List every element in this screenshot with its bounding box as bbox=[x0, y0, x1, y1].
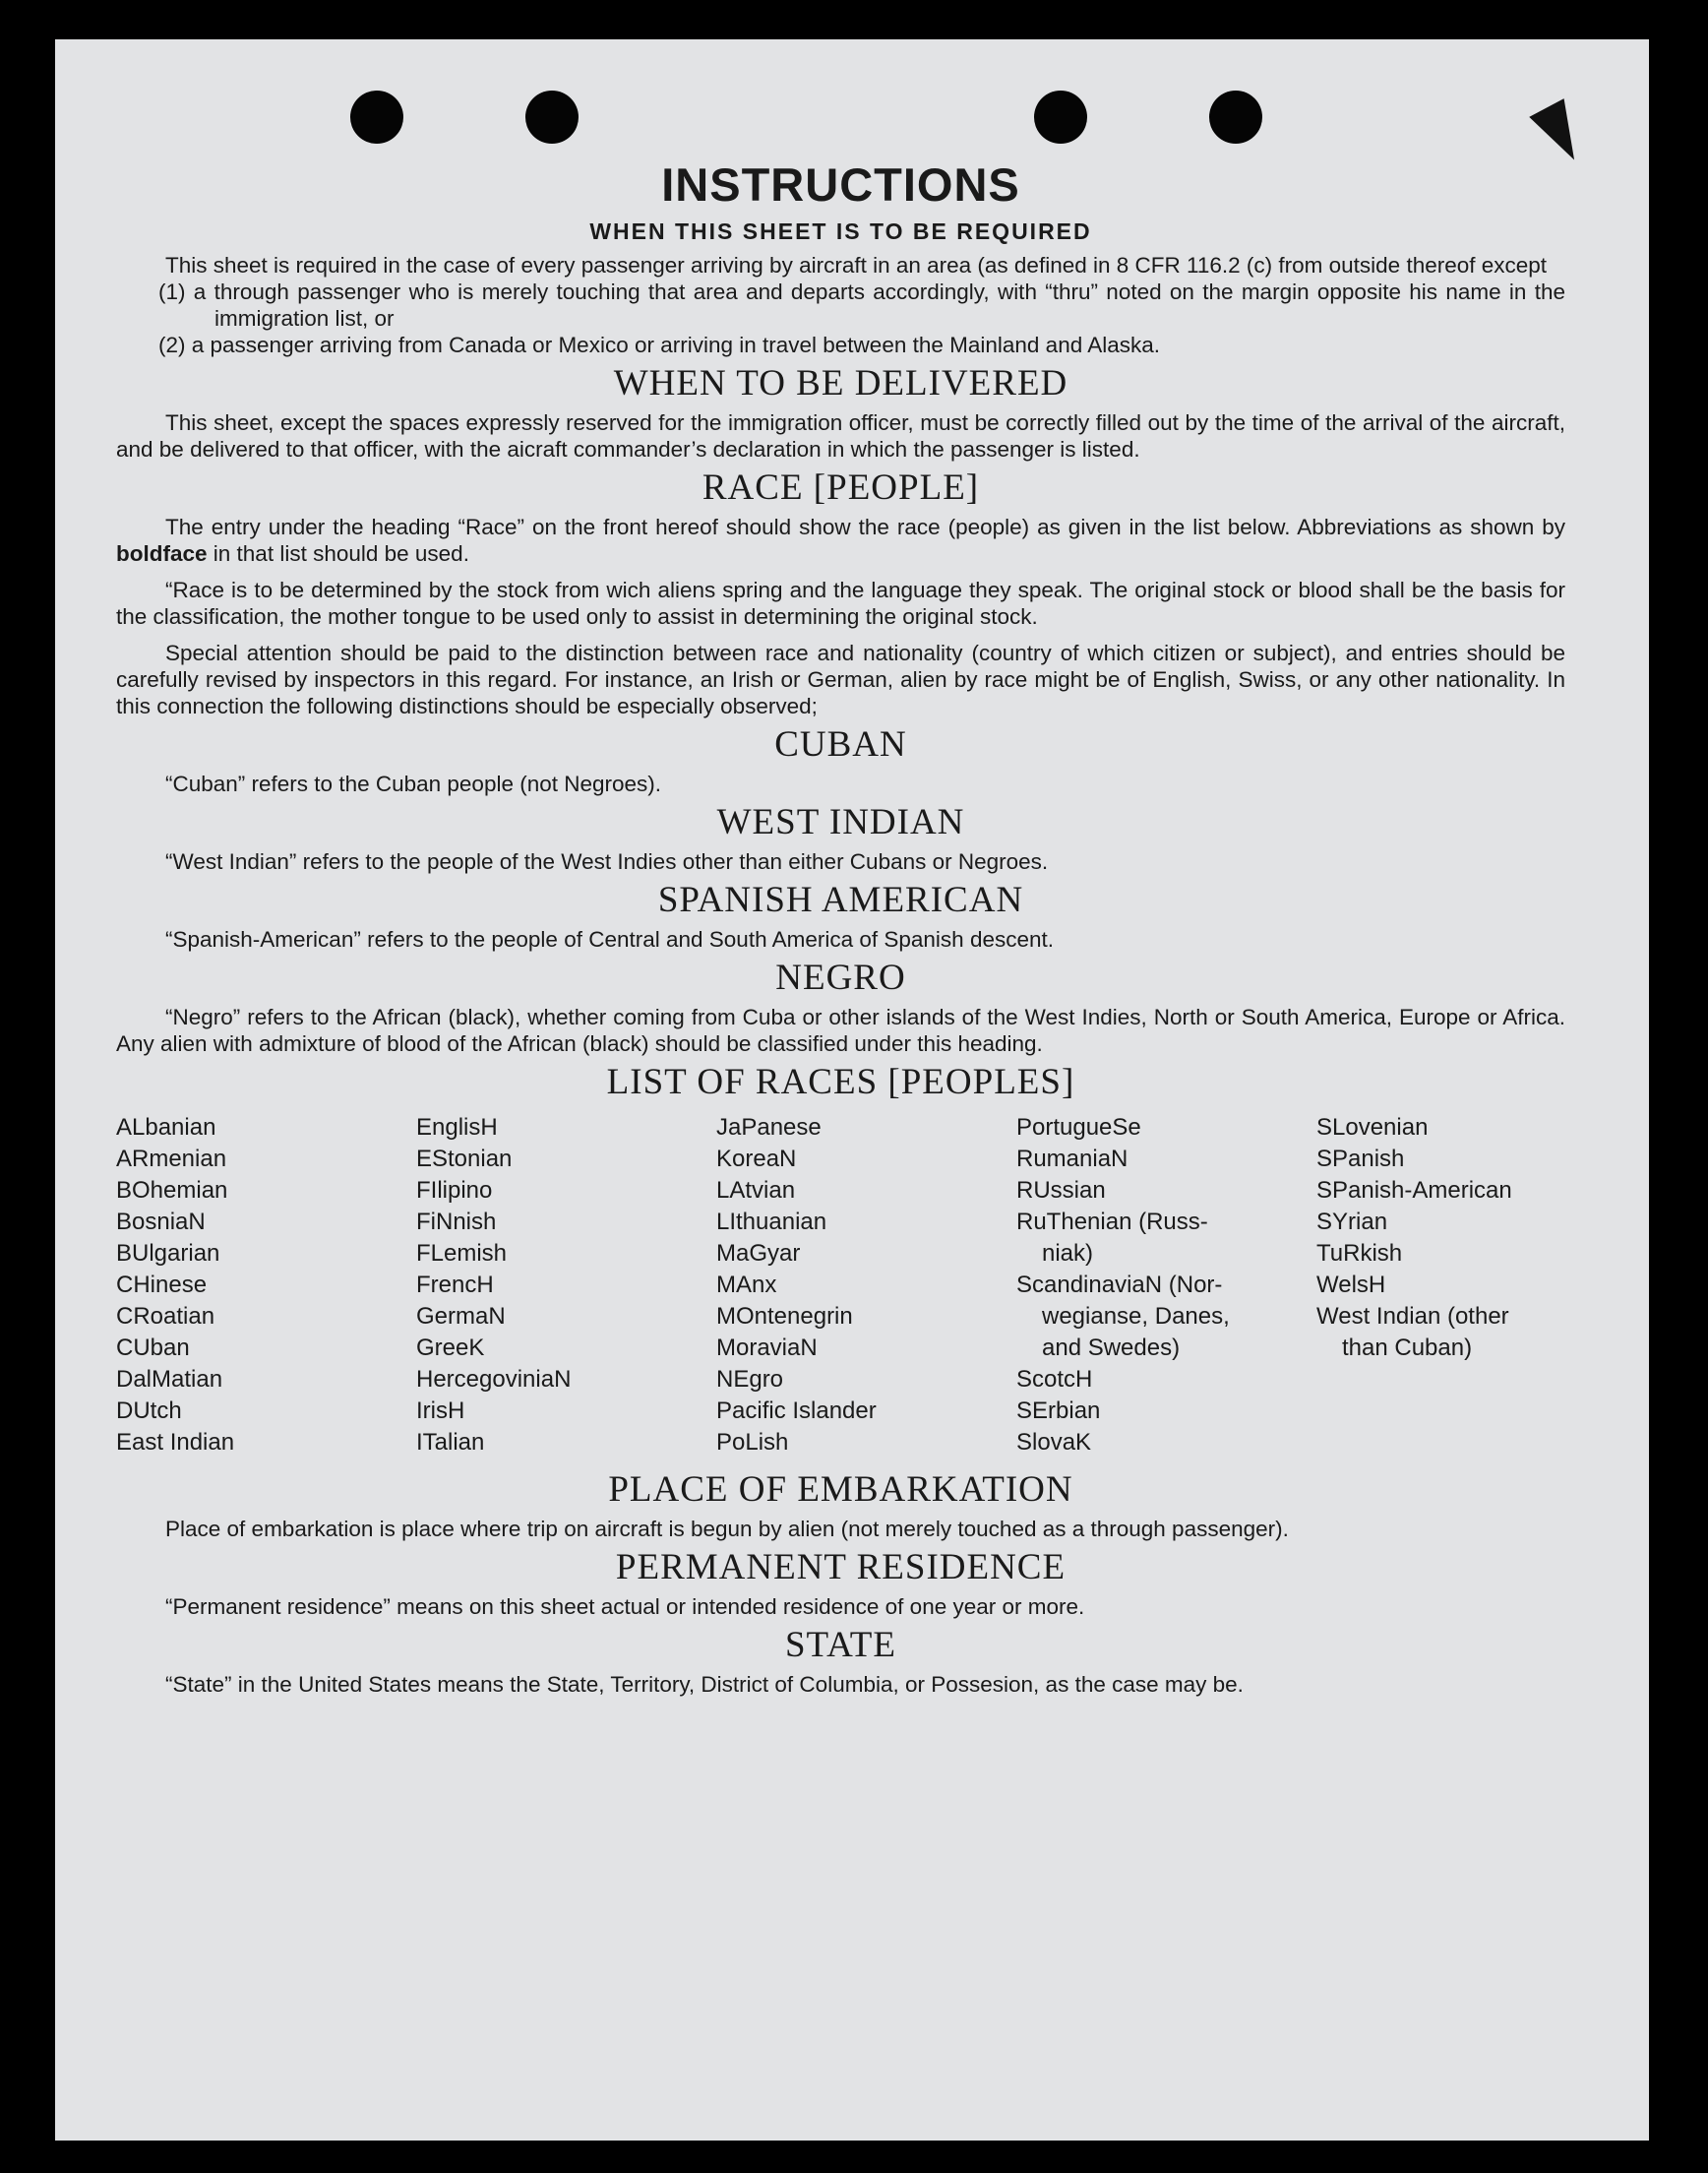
section-heading-negro: NEGRO bbox=[775, 958, 906, 998]
list-item: MAnx bbox=[716, 1272, 777, 1298]
races-column-1 bbox=[116, 1112, 416, 1459]
list-item: MOntenegrin bbox=[716, 1303, 853, 1330]
west-indian-text: “West Indian” refers to the people of the West Indies other than either Cubans or Negroes. bbox=[165, 849, 1049, 874]
page-title: INSTRUCTIONS bbox=[661, 158, 1020, 211]
list-item: SPanish-American bbox=[1316, 1177, 1512, 1204]
section-heading-spanish-american: SPANISH AMERICAN bbox=[657, 880, 1024, 920]
negro-text: “Negro” refers to the African (black), whether coming from Cuba or other islands of the West Indies, North or South America, Europe or Africa. Any alien with admixture of blood of the African (black) should be classified under this heading. bbox=[116, 1005, 1565, 1056]
list-item: PortugueSe bbox=[1016, 1114, 1141, 1141]
race-paragraph-1-bold: boldface bbox=[116, 541, 208, 566]
list-item: RumaniaN bbox=[1016, 1146, 1128, 1172]
list-item: ARmenian bbox=[116, 1146, 227, 1172]
page-subtitle: WHEN THIS SHEET IS TO BE REQUIRED bbox=[589, 218, 1092, 244]
cuban-text: “Cuban” refers to the Cuban people (not Negroes). bbox=[165, 772, 662, 796]
section-heading-residence: PERMANENT RESIDENCE bbox=[615, 1547, 1067, 1587]
race-paragraph-1-start: The entry under the heading “Race” on the front hereof should show the race (people) as given in the list below. Abbreviations as shown by bbox=[165, 515, 1565, 539]
list-item: PoLish bbox=[716, 1429, 789, 1456]
race-paragraph-1 bbox=[116, 514, 1565, 567]
races-column-5 bbox=[1316, 1112, 1565, 1459]
race-paragraph-2: “Race is to be determined by the stock from wich aliens spring and the language they speak. The original stock or blood shall be the basis for the classification, the mother tongue to be used only to assist in determining the original stock. bbox=[116, 578, 1565, 629]
list-item: SErbian bbox=[1016, 1397, 1101, 1424]
required-item-1: (1) a through passenger who is merely touching that area and departs accordingly, with “thru” noted on the margin opposite his name in the immigration list, or bbox=[158, 279, 1565, 331]
list-item: CRoatian bbox=[116, 1303, 215, 1330]
list-item: SYrian bbox=[1316, 1209, 1388, 1235]
list-item: CHinese bbox=[116, 1272, 208, 1298]
list-item: West Indian (other bbox=[1316, 1303, 1509, 1330]
required-item-2: (2) a passenger arriving from Canada or Mexico or arriving in travel between the Mainland and Alaska. bbox=[158, 333, 1161, 357]
section-heading-cuban: CUBAN bbox=[774, 724, 907, 765]
residence-text: “Permanent residence” means on this sheet actual or intended residence of one year or more. bbox=[165, 1594, 1085, 1619]
list-item: than Cuban) bbox=[1342, 1335, 1473, 1361]
list-item: wegianse, Danes, bbox=[1042, 1303, 1230, 1330]
punch-hole-icon bbox=[525, 91, 579, 144]
list-item: HercegoviniaN bbox=[416, 1366, 572, 1393]
list-item: NEgro bbox=[716, 1366, 784, 1393]
list-item: DUtch bbox=[116, 1397, 182, 1424]
list-item: GreeK bbox=[416, 1335, 485, 1361]
races-column-3 bbox=[716, 1112, 1016, 1459]
list-item: SPanish bbox=[1316, 1146, 1405, 1172]
list-item: ALbanian bbox=[116, 1114, 216, 1141]
list-item: ScandinaviaN (Nor- bbox=[1016, 1272, 1223, 1298]
races-list bbox=[116, 1112, 1565, 1459]
list-item: KoreaN bbox=[716, 1146, 797, 1172]
races-column-2 bbox=[416, 1112, 716, 1459]
list-item: MaGyar bbox=[716, 1240, 801, 1267]
list-item: IrisH bbox=[416, 1397, 465, 1424]
section-heading-race: RACE [PEOPLE] bbox=[702, 467, 980, 508]
list-item: ScotcH bbox=[1016, 1366, 1093, 1393]
spanish-american-text: “Spanish-American” refers to the people of Central and South America of Spanish descent. bbox=[165, 927, 1054, 952]
list-item: FLemish bbox=[416, 1240, 508, 1267]
required-intro: This sheet is required in the case of every passenger arriving by aircraft in an area (as defined in 8 CFR 116.2 (c) from outside thereof except bbox=[165, 253, 1548, 278]
list-item: SLovenian bbox=[1316, 1114, 1429, 1141]
delivered-text: This sheet, except the spaces expressly reserved for the immigration officer, must be correctly filled out by the time of the arrival of the aircraft, and be delivered to that officer, with the aicraft commander’s declaration in which the passenger is listed. bbox=[116, 410, 1565, 462]
list-item: BosniaN bbox=[116, 1209, 206, 1235]
list-item: LAtvian bbox=[716, 1177, 796, 1204]
list-item: BUlgarian bbox=[116, 1240, 220, 1267]
list-item: MoraviaN bbox=[716, 1335, 818, 1361]
list-item: and Swedes) bbox=[1042, 1335, 1181, 1361]
list-item: GermaN bbox=[416, 1303, 506, 1330]
instructions-content bbox=[116, 155, 1565, 1698]
list-item: ITalian bbox=[416, 1429, 485, 1456]
list-item: CUban bbox=[116, 1335, 190, 1361]
race-paragraph-3: Special attention should be paid to the distinction between race and nationality (country of which citizen or subject), and entries should be carefully revised by inspectors in this regard. For instance, an Irish or German, alien by race might be of English, Swiss, or any other nationality. In this connection the following distinctions should be especially observed; bbox=[116, 641, 1565, 718]
list-item: FiNnish bbox=[416, 1209, 497, 1235]
list-item: DalMatian bbox=[116, 1366, 223, 1393]
list-item: TuRkish bbox=[1316, 1240, 1403, 1267]
list-item: EStonian bbox=[416, 1146, 513, 1172]
document-sheet bbox=[55, 39, 1649, 2141]
punch-hole-icon bbox=[350, 91, 403, 144]
section-heading-list-of-races: LIST OF RACES [PEOPLES] bbox=[606, 1062, 1075, 1102]
section-heading-west-indian: WEST INDIAN bbox=[716, 802, 965, 842]
list-item: WelsH bbox=[1316, 1272, 1386, 1298]
list-item: RuThenian (Russ- bbox=[1016, 1209, 1208, 1235]
list-item: East Indian bbox=[116, 1429, 235, 1456]
list-item: RUssian bbox=[1016, 1177, 1106, 1204]
embarkation-text: Place of embarkation is place where trip on aircraft is begun by alien (not merely touched as a through passenger). bbox=[165, 1517, 1289, 1541]
list-item: FrencH bbox=[416, 1272, 494, 1298]
list-item: FIlipino bbox=[416, 1177, 493, 1204]
section-heading-embarkation: PLACE OF EMBARKATION bbox=[608, 1469, 1073, 1510]
list-item: Pacific Islander bbox=[716, 1397, 877, 1424]
race-paragraph-1-end: in that list should be used. bbox=[207, 541, 469, 566]
list-item: SlovaK bbox=[1016, 1429, 1092, 1456]
punch-hole-icon bbox=[1209, 91, 1262, 144]
races-column-4 bbox=[1016, 1112, 1316, 1459]
section-heading-delivered: WHEN TO BE DELIVERED bbox=[613, 363, 1068, 404]
list-item: niak) bbox=[1042, 1240, 1094, 1267]
punch-hole-icon bbox=[1034, 91, 1087, 144]
section-heading-state: STATE bbox=[784, 1625, 897, 1665]
list-item: LIthuanian bbox=[716, 1209, 827, 1235]
list-item: BOhemian bbox=[116, 1177, 228, 1204]
list-item: EnglisH bbox=[416, 1114, 498, 1141]
state-text: “State” in the United States means the State, Territory, District of Columbia, or Possesion, as the case may be. bbox=[165, 1672, 1244, 1697]
list-item: JaPanese bbox=[716, 1114, 822, 1141]
